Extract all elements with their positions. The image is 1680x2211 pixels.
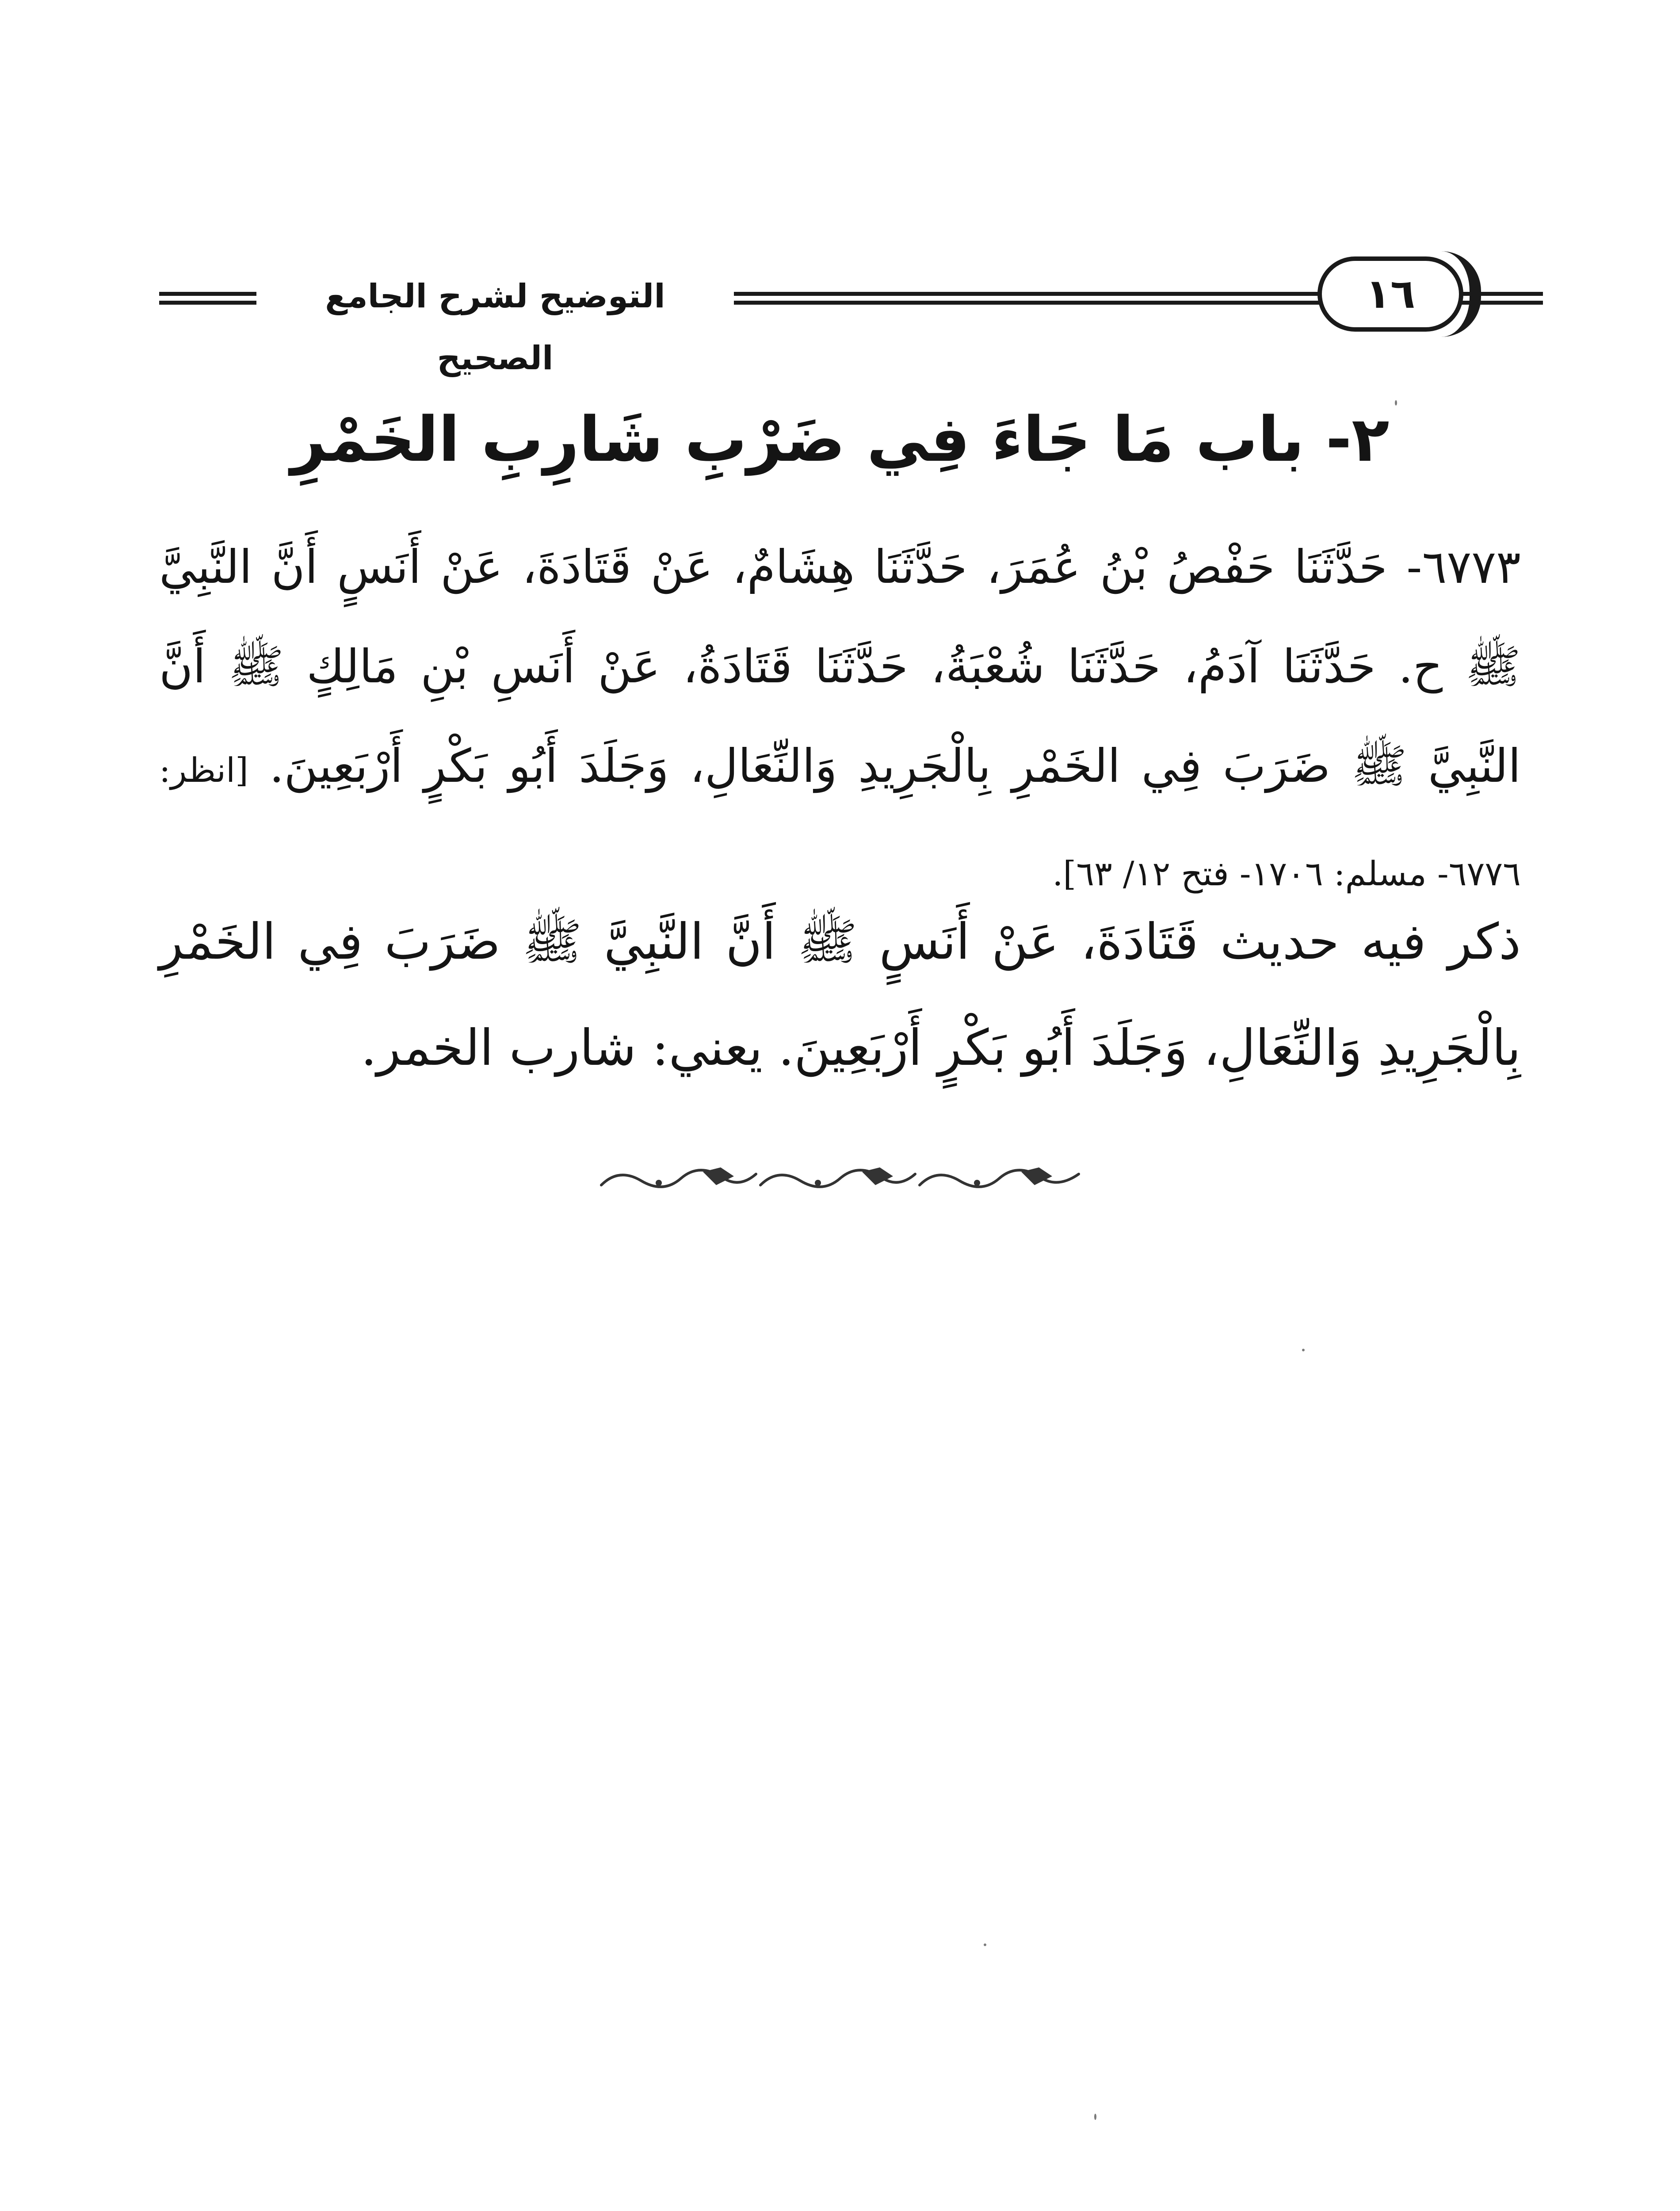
floral-divider-icon — [592, 1159, 1088, 1198]
running-title: التوضيح لشرح الجامع الصحيح — [325, 277, 665, 377]
header-rule-left — [159, 292, 256, 305]
page-number-bracket-icon — [1441, 251, 1481, 337]
commentary-paragraph: ذكر فيه حديث قَتَادَةَ، عَنْ أَنَسٍ ﷺ أَنَّ النَّبِيَّ ﷺ ضَرَبَ فِي الخَمْرِ بِالْجَرِيدِ وَالنِّعَالِ، وَجَلَدَ أَبُو بَكْرٍ أَرْبَعِينَ. يعني: شارب الخمر. — [159, 913, 1521, 1077]
page-number: ١٦ — [1317, 256, 1463, 332]
scan-speck — [984, 1943, 986, 1946]
hadith-reference: [انظر: ٦٧٧٦- مسلم: ١٧٠٦- فتح ١٢/ ٦٣]. — [159, 750, 1521, 893]
scan-speck — [1302, 1349, 1305, 1351]
chapter-title: ٢- باب مَا جَاءَ فِي ضَرْبِ شَارِبِ الخَمْرِ — [290, 404, 1390, 476]
scan-speck — [1094, 2114, 1096, 2120]
hadith-paragraph — [159, 517, 1521, 923]
hadith-text: ٦٧٧٣- حَدَّثَنَا حَفْصُ بْنُ عُمَرَ، حَدَّثَنَا هِشَامٌ، عَنْ قَتَادَةَ، عَنْ أَنَسٍ أَنَّ النَّبِيَّ ﷺ ح. حَدَّثَنَا آدَمُ، حَدَّثَنَا شُعْبَةُ، حَدَّثَنَا قَتَادَةُ، عَنْ أَنَسِ بْنِ مَالِكٍ ﷺ أَنَّ النَّبِيَّ ﷺ ضَرَبَ فِي الخَمْرِ بِالْجَرِيدِ وَالنِّعَالِ، وَجَلَدَ أَبُو بَكْرٍ أَرْبَعِينَ. — [159, 540, 1521, 793]
running-header — [159, 248, 1521, 377]
scan-speck — [1395, 400, 1397, 405]
